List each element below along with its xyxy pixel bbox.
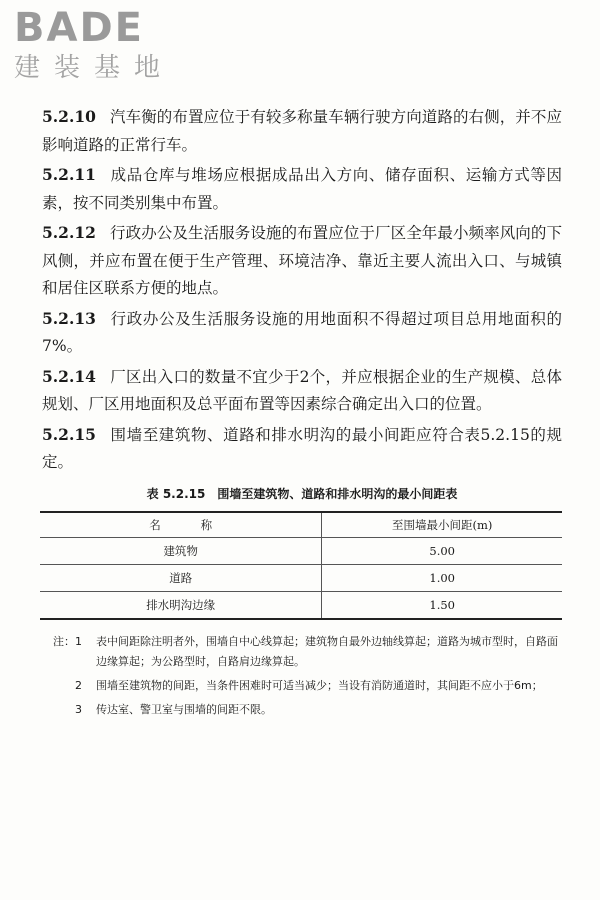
clause-text: 围墙至建筑物、道路和排水明沟的最小间距应符合表5.2.15的规定。	[42, 425, 562, 471]
table-cell-value: 5.00	[322, 537, 562, 564]
table-notes	[42, 632, 562, 720]
clause-5-2-15	[42, 421, 562, 477]
table-header-row	[40, 512, 562, 538]
logo-title: BADE	[14, 5, 144, 51]
site-logo	[14, 6, 174, 84]
table-row	[40, 537, 562, 564]
clause-number: 5.2.15	[42, 424, 96, 444]
column-header-distance: 至围墙最小间距(m)	[322, 512, 562, 538]
column-header-name: 名称	[40, 512, 322, 538]
table-cell-name: 排水明沟边缘	[40, 591, 322, 619]
table-cell-name: 建筑物	[40, 537, 322, 564]
clause-text: 汽车衡的布置应位于有较多称量车辆行驶方向道路的右侧，并不应影响道路的正常行车。	[42, 108, 562, 154]
document-body	[42, 103, 562, 724]
table-cell-value: 1.50	[322, 591, 562, 619]
clause-text: 行政办公及生活服务设施的用地面积不得超过项目总用地面积的7%。	[42, 309, 562, 355]
table-row	[40, 591, 562, 619]
clause-text: 成品仓库与堆场应根据成品出入方向、储存面积、运输方式等因素，按不同类别集中布置。	[42, 166, 562, 212]
clause-number: 5.2.11	[42, 165, 96, 184]
note-item	[42, 676, 562, 696]
note-text: 围墙至建筑物的间距，当条件困难时可适当减少；当设有消防通道时，其间距不应小于6m；	[96, 678, 543, 692]
clause-5-2-13	[42, 305, 562, 361]
clause-5-2-14	[42, 363, 562, 419]
note-item	[42, 632, 562, 672]
table-cell-name: 道路	[40, 564, 322, 591]
clause-5-2-11	[42, 161, 562, 217]
clause-number: 5.2.13	[42, 308, 96, 328]
clause-text: 厂区出入口的数量不宜少于2个，并应根据企业的生产规模、总体规划、厂区用地面积及总平面布置等因素综合确定出入口的位置。	[42, 367, 562, 413]
note-text: 表中间距除注明者外，围墙自中心线算起；建筑物自最外边轴线算起；道路为城市型时，自路面边缘算起；为公路型时，自路肩边缘算起。	[96, 634, 558, 668]
note-item	[42, 700, 562, 720]
note-label: 3	[75, 702, 82, 716]
clause-number: 5.2.10	[42, 107, 96, 126]
spacing-table	[40, 511, 562, 620]
table-row	[40, 564, 562, 591]
table-caption: 表 5.2.15 围墙至建筑物、道路和排水明沟的最小间距表	[146, 486, 458, 501]
note-label: 注：1	[53, 634, 82, 648]
clause-5-2-12	[42, 219, 562, 303]
note-text: 传达室、警卫室与围墙的间距不限。	[96, 702, 272, 716]
table-cell-value: 1.00	[322, 564, 562, 591]
clause-number: 5.2.14	[42, 366, 96, 386]
clause-text: 行政办公及生活服务设施的布置应位于厂区全年最小频率风向的下风侧，并应布置在便于生产管理、环境洁净、靠近主要人流出入口、与城镇和居住区联系方便的地点。	[42, 224, 562, 297]
clause-5-2-10	[42, 103, 562, 159]
logo-subtitle: 建装基地	[14, 53, 175, 83]
note-label: 2	[75, 678, 82, 692]
clause-number: 5.2.12	[42, 223, 96, 242]
